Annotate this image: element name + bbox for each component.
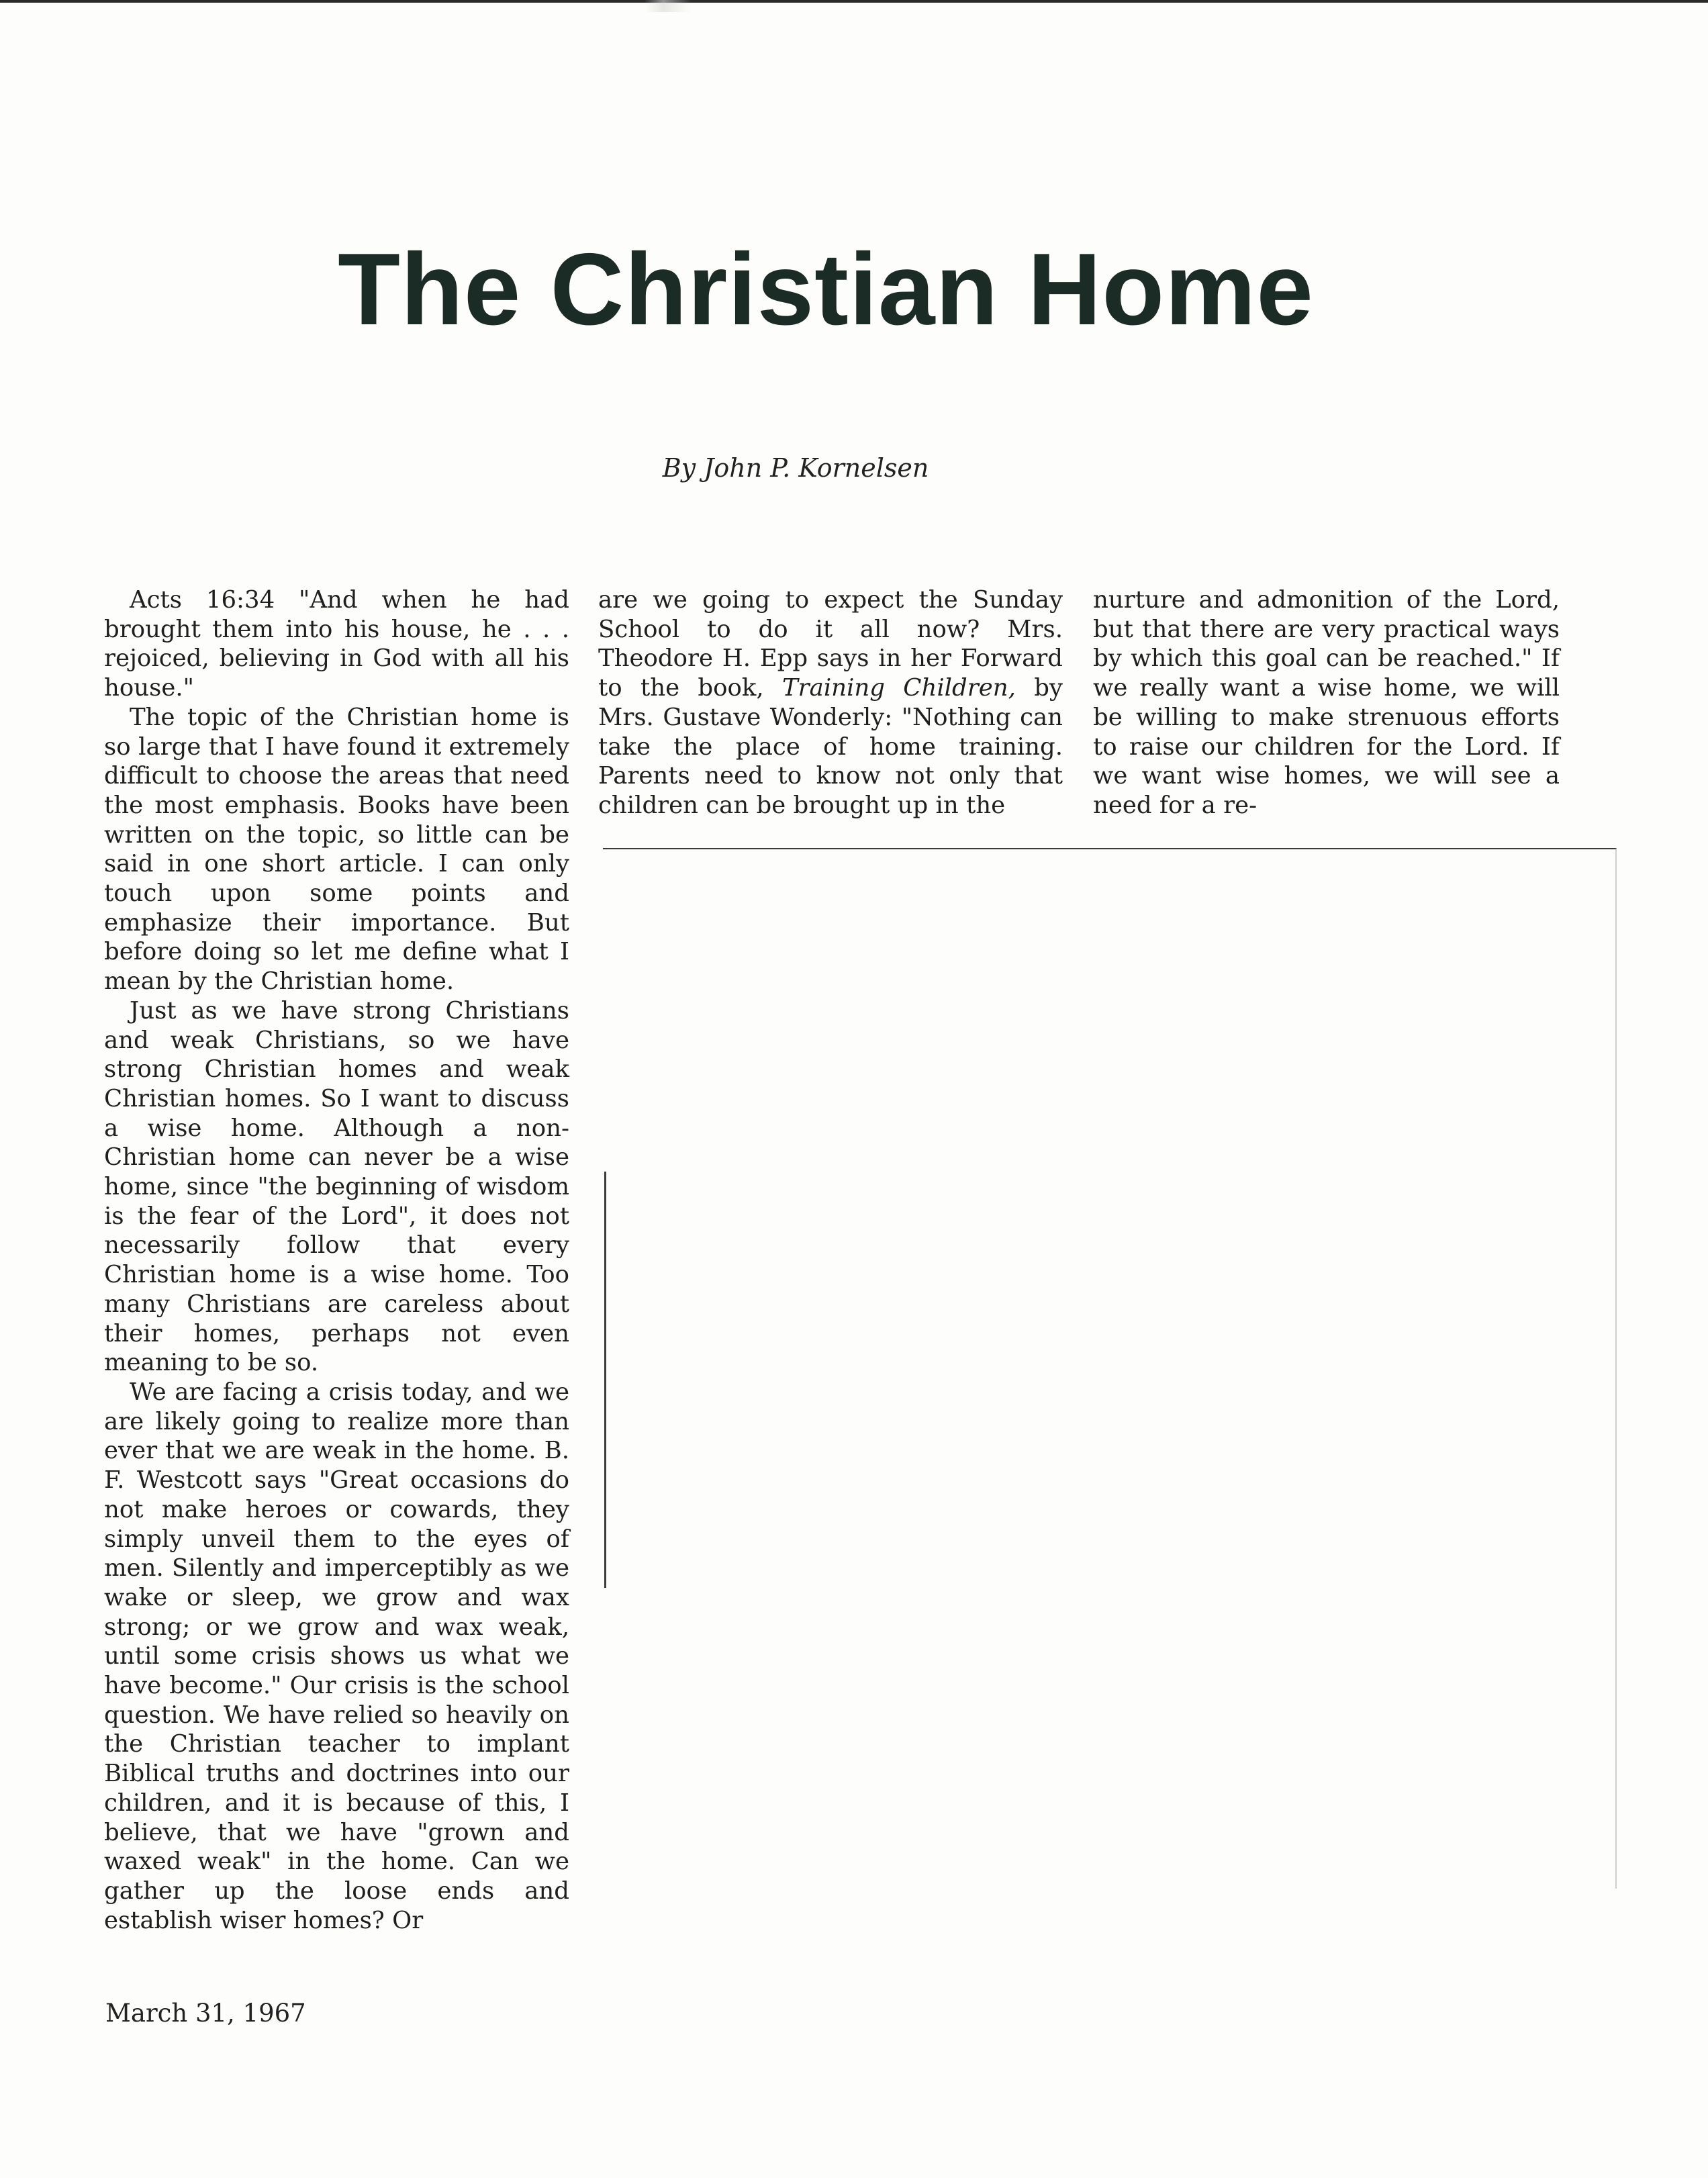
paragraph-4: We are facing a crisis today, and we are likely going to realize more than ever that we are weak in the home. B. F. Westcott says "Great occasions do not make heroes or cowards, they simply unveil them to the eyes of men. Silently and imperceptibly as we wake or sleep, we grow and wax strong; or we grow and wax weak, until some crisis shows us what we have become." Our crisis is the school question. We have relied so heavily on the Christian teacher to implant Biblical truths and doctrines into our children, and it is because of this, I believe, that we have "grown and waxed weak" in the home. Can we gather up the loose ends and establish wiser homes? Or <box>104 1378 569 1934</box>
paragraph-continued <box>598 585 1063 820</box>
book-title: Training Children, <box>782 674 1016 702</box>
image-placeholder-area <box>603 848 1617 1889</box>
text-column-3 <box>1093 585 1560 820</box>
text-after-book-title: by Mrs. Gustave Wonderly: "Nothing can take the place of home training. Parents need to know not only that children can be brought up in the <box>598 674 1063 819</box>
scan-artifact <box>645 0 692 12</box>
article-title: The Christian Home <box>338 232 1314 346</box>
column-divider <box>604 1172 606 1588</box>
paragraph-3: Just as we have strong Christians and weak Christians, so we have strong Christian homes and weak Christian homes. So I want to discuss a wise home. Although a non-Christian home can never be a wise home, since "the beginning of wisdom is the fear of the Lord", it does not necessarily follow that every Christian home is a wise home. Too many Christians are careless about their homes, perhaps not even meaning to be so. <box>104 996 569 1377</box>
text-before-book-title: are we going to expect the Sunday School to do it all now? Mrs. Theodore H. Epp says in her Forward to the book, <box>598 586 1063 702</box>
text-column-2 <box>598 585 1063 820</box>
paragraph-1: Acts 16:34 "And when he had brought them into his house, he . . . rejoiced, believing in God with all his house." <box>104 586 569 702</box>
text-column-1 <box>104 585 569 1935</box>
issue-date: March 31, 1967 <box>105 1999 306 2028</box>
paragraph-2: The topic of the Christian home is so large that I have found it extremely difficult to choose the areas that need the most emphasis. Books have been written on the topic, so little can be said in one short article. I can only touch upon some points and emphasize their importance. But before doing so let me define what I mean by the Christian home. <box>104 703 569 996</box>
article-byline: By John P. Kornelsen <box>662 453 929 483</box>
paragraph-continued-col3: nurture and admonition of the Lord, but that there are very practical ways by which this goal can be reached." If we really want a wise home, we will be willing to make strenuous efforts to raise our children for the Lord. If we want wise homes, we will see a need for a re- <box>1093 586 1560 819</box>
top-edge-rule <box>0 0 1708 3</box>
